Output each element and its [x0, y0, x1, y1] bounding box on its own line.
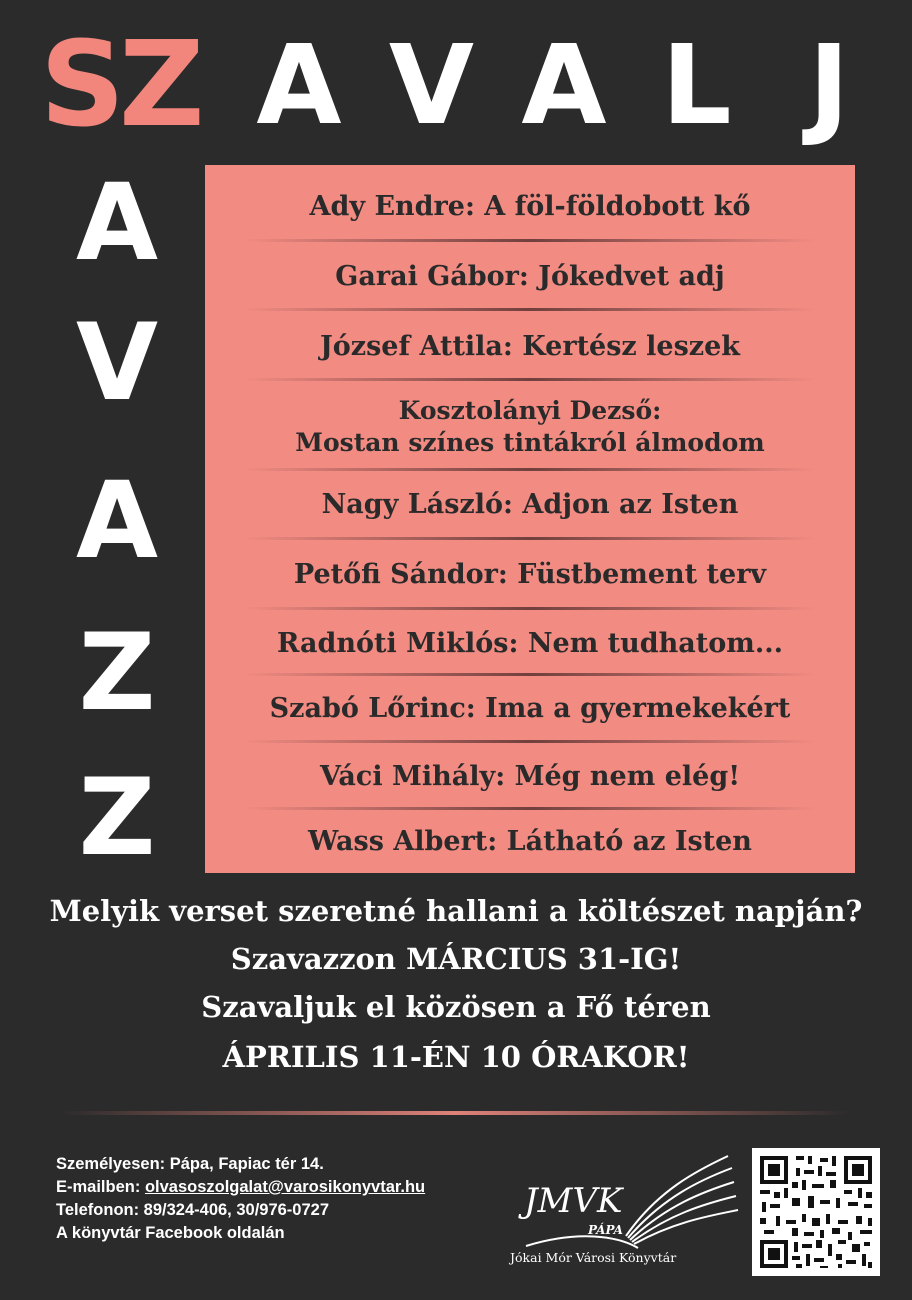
contact-in-person: Személyesen: Pápa, Fapiac tér 14. — [56, 1155, 324, 1173]
poem-list — [205, 165, 855, 873]
poem-option[interactable]: József Attila: Kertész leszek — [319, 331, 741, 362]
library-logo — [508, 1150, 748, 1270]
title-horizontal — [244, 21, 884, 149]
cta-question: Melyik verset szeretné hallani a költészet napján? — [49, 894, 863, 928]
title-letter: A — [521, 21, 607, 149]
poem-option[interactable]: Wass Albert: Látható az Isten — [308, 826, 752, 857]
poem-option[interactable]: Garai Gábor: Jókedvet adj — [335, 261, 725, 292]
title-letter: J — [808, 21, 850, 149]
footer-divider — [60, 1111, 850, 1115]
poem-option[interactable]: Ady Endre: A föl-földobott kő — [309, 191, 751, 222]
divider — [245, 807, 815, 810]
divider — [245, 740, 815, 743]
poem-option[interactable]: Radnóti Miklós: Nem tudhatom... — [276, 628, 784, 659]
poem-option-line1[interactable]: Kosztolányi Dezső: — [398, 396, 662, 425]
title-letter: V — [388, 21, 475, 149]
cta-deadline: Szavazzon MÁRCIUS 31-IG! — [230, 942, 682, 976]
poem-option[interactable]: Váci Mihály: Még nem elég! — [319, 761, 741, 792]
divider — [245, 607, 815, 610]
vertical-letter: Z — [78, 756, 156, 879]
divider — [245, 537, 815, 540]
cta-date: ÁPRILIS 11-ÉN 10 ÓRAKOR! — [222, 1040, 690, 1074]
divider — [245, 239, 815, 242]
logo-name: Jókai Mór Városi Könyvtár — [510, 1250, 677, 1265]
contact-phone: Telefonon: 89/324-406, 30/976-0727 — [56, 1201, 330, 1219]
divider — [245, 308, 815, 311]
title-vertical — [72, 160, 162, 879]
email-label: E-mailben: — [56, 1178, 145, 1196]
vertical-letter: Z — [78, 611, 156, 734]
title-letter: A — [256, 21, 342, 149]
poem-option-line2[interactable]: Mostan színes tintákról álmodom — [295, 428, 765, 457]
title-letter: L — [661, 21, 732, 149]
divider — [245, 673, 815, 676]
vertical-letter: A — [75, 161, 159, 284]
logo-city: PÁPA — [588, 1223, 623, 1237]
contact-info — [56, 1153, 556, 1245]
title-highlight: SZ — [40, 15, 199, 153]
cta-location: Szavaljuk el közösen a Fő téren — [201, 990, 711, 1024]
contact-email-line — [56, 1176, 556, 1199]
divider — [245, 468, 815, 471]
poem-option[interactable]: Nagy László: Adjon az Isten — [321, 489, 739, 520]
vertical-letter: V — [75, 301, 159, 424]
contact-facebook: A könyvtár Facebook oldalán — [56, 1224, 285, 1242]
divider — [245, 378, 815, 381]
email-link[interactable]: olvasoszolgalat@varosikonyvtar.hu — [144, 1178, 426, 1196]
logo-abbr: JMVK — [524, 1181, 623, 1221]
vertical-letter: A — [75, 459, 159, 582]
qr-code-icon[interactable] — [752, 1148, 880, 1276]
poem-option[interactable]: Petőfi Sándor: Füstbement terv — [293, 559, 767, 590]
poem-option[interactable]: Szabó Lőrinc: Ima a gyermekekért — [269, 693, 791, 724]
